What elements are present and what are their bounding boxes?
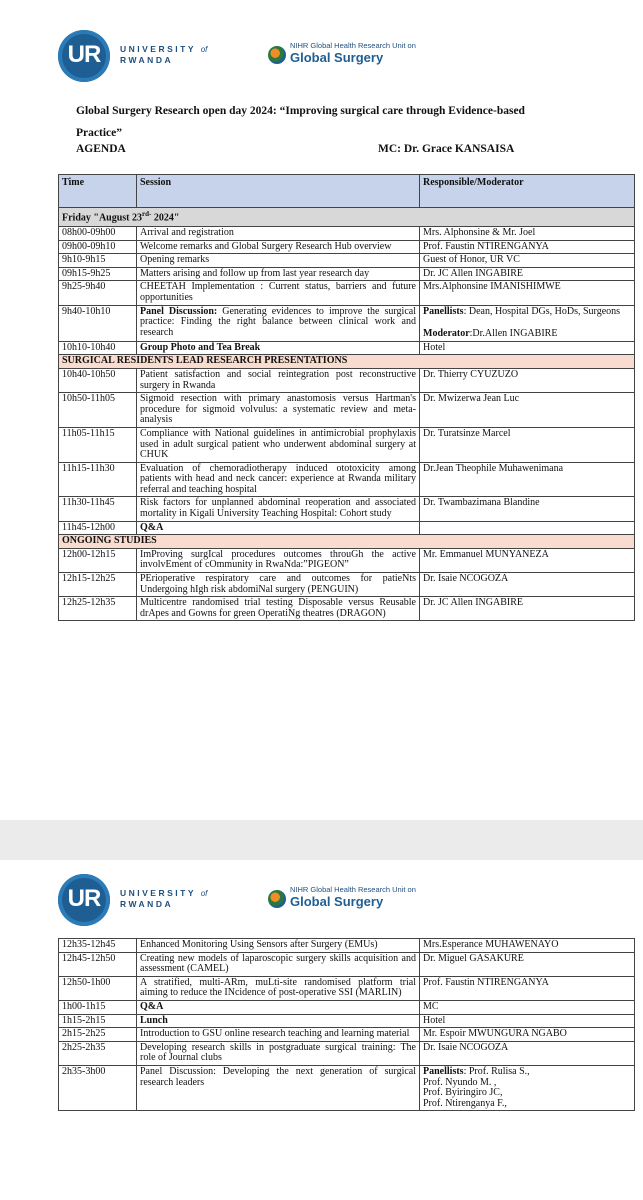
panellists-label: Panellists [423, 1065, 464, 1077]
moderator-label: Moderator [423, 328, 470, 340]
mc-label: MC: Dr. Grace KANSAISA [378, 143, 515, 155]
responsible-cell: Hotel [420, 341, 635, 355]
time-cell: 11h45-12h00 [59, 521, 137, 535]
time-cell: 11h30-11h45 [59, 497, 137, 521]
table-row [59, 368, 635, 392]
time-cell: 09h15-9h25 [59, 267, 137, 281]
time-cell: 09h00-09h10 [59, 240, 137, 254]
responsible-cell: Dr. JC Allen INGABIRE [420, 597, 635, 621]
time-cell: 1h00-1h15 [59, 1000, 137, 1014]
session-cell [137, 305, 420, 341]
session-cell: Introduction to GSU online research teaching and learning material [137, 1028, 420, 1042]
table-row [59, 1014, 635, 1028]
responsible-cell: Dr. Mwizerwa Jean Luc [420, 393, 635, 428]
panel-discussion-row [59, 305, 635, 341]
page-gap [0, 820, 643, 860]
day-label-text: Friday "August 23 [62, 212, 143, 224]
session-cell: Risk factors for unplanned abdominal reoperation and associated mortality in Kigali University Teaching Hospital: Cohort study [137, 497, 420, 521]
table-row [59, 548, 635, 572]
university-name [120, 44, 207, 66]
time-cell: 12h15-12h25 [59, 573, 137, 597]
table-row [59, 281, 635, 305]
responsible-cell: Dr. Isaie NCOGOZA [420, 1041, 635, 1065]
time-cell: 9h25-9h40 [59, 281, 137, 305]
table-row [59, 393, 635, 428]
table-row [59, 427, 635, 462]
responsible-cell: Guest of Honor, UR VC [420, 254, 635, 268]
session-cell: Enhanced Monitoring Using Sensors after Surgery (EMUs) [137, 939, 420, 953]
panel-topic: Generating evidences to improve the surgical practice: Finding the right balance between clinical work and research [140, 305, 416, 338]
table-row [59, 341, 635, 355]
session-cell: Evaluation of chemoradiotherapy induced ototoxicity among patients with head and neck cancer: experience at Rwanda military referral and teaching hospital [137, 462, 420, 497]
logo-monogram: UR [67, 41, 101, 68]
time-cell: 11h15-11h30 [59, 462, 137, 497]
responsible-cell: Mrs.Esperance MUHAWENAYO [420, 939, 635, 953]
university-line2: RWANDA [120, 55, 174, 65]
panellist: Prof. Byiringiro JC, [423, 1087, 503, 1099]
agenda-table-continued [58, 938, 635, 1111]
table-header-row [59, 175, 635, 208]
agenda-table [58, 174, 635, 621]
session-cell: Multicentre randomised trial testing Disposable versus Reusable drApes and Gowns for green OperatiNg theatres (DRAGON) [137, 597, 420, 621]
responsible-cell: Dr.Jean Theophile Muhawenimana [420, 462, 635, 497]
responsible-cell: Dr. Thierry CYUZUZO [420, 368, 635, 392]
panellists-label: Panellists [423, 305, 464, 317]
day-label [59, 208, 635, 227]
university-name [120, 888, 207, 910]
responsible-cell: Mrs.Alphonsine IMANISHIMWE [420, 281, 635, 305]
session-cell: Sigmoid resection with primary anastomosis versus Hartman's procedure for sigmoid volvulus: a systematic review and meta-analysis [137, 393, 420, 428]
table-row [59, 1000, 635, 1014]
agenda-label: AGENDA [76, 143, 126, 155]
gs-title: Global Surgery [290, 50, 384, 65]
time-cell: 12h25-12h35 [59, 597, 137, 621]
university-line2: RWANDA [120, 899, 174, 909]
table-row [59, 267, 635, 281]
section-heading: SURGICAL RESIDENTS LEAD RESEARCH PRESENTATIONS [59, 355, 635, 369]
session-cell: Group Photo and Tea Break [137, 341, 420, 355]
session-cell: A stratified, multi-ARm, muLti-site randomised platform trial aiming to reduce the INcidence of post-operative SSI (MARLIN) [137, 976, 420, 1000]
global-surgery-globe-icon [268, 46, 286, 64]
logo-monogram: UR [67, 885, 101, 912]
panellist: : Prof. Rulisa S., [463, 1065, 530, 1077]
agenda-heading-row [76, 143, 536, 155]
panel-label: Panel Discussion: [140, 305, 218, 317]
time-cell: 12h00-12h15 [59, 548, 137, 572]
responsible-cell: Mr. Emmanuel MUNYANEZA [420, 548, 635, 572]
session-cell: Matters arising and follow up from last year research day [137, 267, 420, 281]
gs-title: Global Surgery [290, 894, 384, 909]
panel-discussion-row [59, 1065, 635, 1110]
session-cell: Panel Discussion: Developing the next generation of surgical research leaders [137, 1065, 420, 1110]
responsible-cell [420, 521, 635, 535]
university-of-rwanda-logo [58, 874, 110, 926]
session-cell: Q&A [137, 521, 420, 535]
time-cell: 10h40-10h50 [59, 368, 137, 392]
responsible-cell [420, 1065, 635, 1110]
responsible-cell: Dr. Turatsinze Marcel [420, 427, 635, 462]
university-of: of [200, 889, 208, 898]
time-cell: 11h05-11h15 [59, 427, 137, 462]
table-row [59, 939, 635, 953]
table-row [59, 1041, 635, 1065]
university-line1: UNIVERSITY [120, 888, 196, 898]
session-cell: ImProving surgIcal procedures outcomes throuGh the active involvEment of cOmmunity in RwaNda:”PIGEON” [137, 548, 420, 572]
session-cell: Compliance with National guidelines in antimicrobial prophylaxis used in adult surgical patient who underwent abdominal surgery at CHUK [137, 427, 420, 462]
time-cell: 1h15-2h15 [59, 1014, 137, 1028]
university-line1: UNIVERSITY [120, 44, 196, 54]
responsible-cell: Prof. Faustin NTIRENGANYA [420, 976, 635, 1000]
responsible-cell: MC [420, 1000, 635, 1014]
table-row [59, 462, 635, 497]
session-cell: PErioperative respiratory care and outcomes for patieNts Undergoing hIgh risk abdomiNal surgery (PENGUIN) [137, 573, 420, 597]
table-row [59, 573, 635, 597]
table-row [59, 1028, 635, 1042]
responsible-cell: Dr. Isaie NCOGOZA [420, 573, 635, 597]
responsible-cell: Prof. Faustin NTIRENGANYA [420, 240, 635, 254]
page-header [58, 30, 528, 82]
time-cell: 10h50-11h05 [59, 393, 137, 428]
session-cell: Opening remarks [137, 254, 420, 268]
responsible-cell: Mr. Espoir MWUNGURA NGABO [420, 1028, 635, 1042]
panellist: Prof. Ntirenganya F., [423, 1097, 507, 1109]
table-row [59, 976, 635, 1000]
session-cell: Lunch [137, 1014, 420, 1028]
university-of-rwanda-logo [58, 30, 110, 82]
table-row [59, 254, 635, 268]
responsible-cell: Mrs. Alphonsine & Mr. Joel [420, 227, 635, 241]
panellists-list: : Dean, Hospital DGs, HoDs, Surgeons [463, 305, 621, 317]
document-title: Global Surgery Research open day 2024: “Improving surgical care through Evidence-based Practice” [76, 105, 525, 139]
time-cell: 10h10-10h40 [59, 341, 137, 355]
responsible-cell [420, 305, 635, 341]
table-row [59, 521, 635, 535]
session-cell: Welcome remarks and Global Surgery Research Hub overview [137, 240, 420, 254]
document-page-2 [0, 860, 643, 1200]
table-row [59, 597, 635, 621]
time-cell: 08h00-09h00 [59, 227, 137, 241]
responsible-cell: Dr. Twambazimana Blandine [420, 497, 635, 521]
session-cell: Patient satisfaction and social reintegration post reconstructive surgery in Rwanda [137, 368, 420, 392]
session-cell: Developing research skills in postgraduate surgical training: The role of Journal clubs [137, 1041, 420, 1065]
session-cell: Creating new models of laparoscopic surgery skills acquisition and assessment (CAMEL) [137, 952, 420, 976]
university-of: of [200, 45, 208, 54]
column-header: Responsible/Moderator [420, 175, 635, 208]
session-cell: Arrival and registration [137, 227, 420, 241]
time-cell: 2h15-2h25 [59, 1028, 137, 1042]
column-header: Time [59, 175, 137, 208]
table-row [59, 952, 635, 976]
section-row [59, 355, 635, 369]
table-row [59, 227, 635, 241]
global-surgery-globe-icon [268, 890, 286, 908]
day-row [59, 208, 635, 227]
table-row [59, 497, 635, 521]
gs-unit-name: NIHR Global Health Research Unit on [290, 41, 416, 50]
session-cell: CHEETAH Implementation : Current status, barriers and future opportunities [137, 281, 420, 305]
time-cell: 12h45-12h50 [59, 952, 137, 976]
time-cell: 2h35-3h00 [59, 1065, 137, 1110]
time-cell: 9h10-9h15 [59, 254, 137, 268]
time-cell: 12h50-1h00 [59, 976, 137, 1000]
gs-unit-name: NIHR Global Health Research Unit on [290, 885, 416, 894]
panellist: Prof. Nyundo M. , [423, 1076, 497, 1088]
section-row [59, 535, 635, 549]
time-cell: 9h40-10h10 [59, 305, 137, 341]
time-cell: 2h25-2h35 [59, 1041, 137, 1065]
responsible-cell: Dr. JC Allen INGABIRE [420, 267, 635, 281]
responsible-cell: Dr. Miguel GASAKURE [420, 952, 635, 976]
page-header [58, 874, 528, 926]
moderator-name: :Dr.Allen INGABIRE [469, 328, 558, 340]
day-label-year: 2024" [151, 212, 180, 224]
day-label-sup: rd- [142, 210, 152, 218]
responsible-cell: Hotel [420, 1014, 635, 1028]
column-header: Session [137, 175, 420, 208]
section-heading: ONGOING STUDIES [59, 535, 635, 549]
table-row [59, 240, 635, 254]
time-cell: 12h35-12h45 [59, 939, 137, 953]
session-cell: Q&A [137, 1000, 420, 1014]
